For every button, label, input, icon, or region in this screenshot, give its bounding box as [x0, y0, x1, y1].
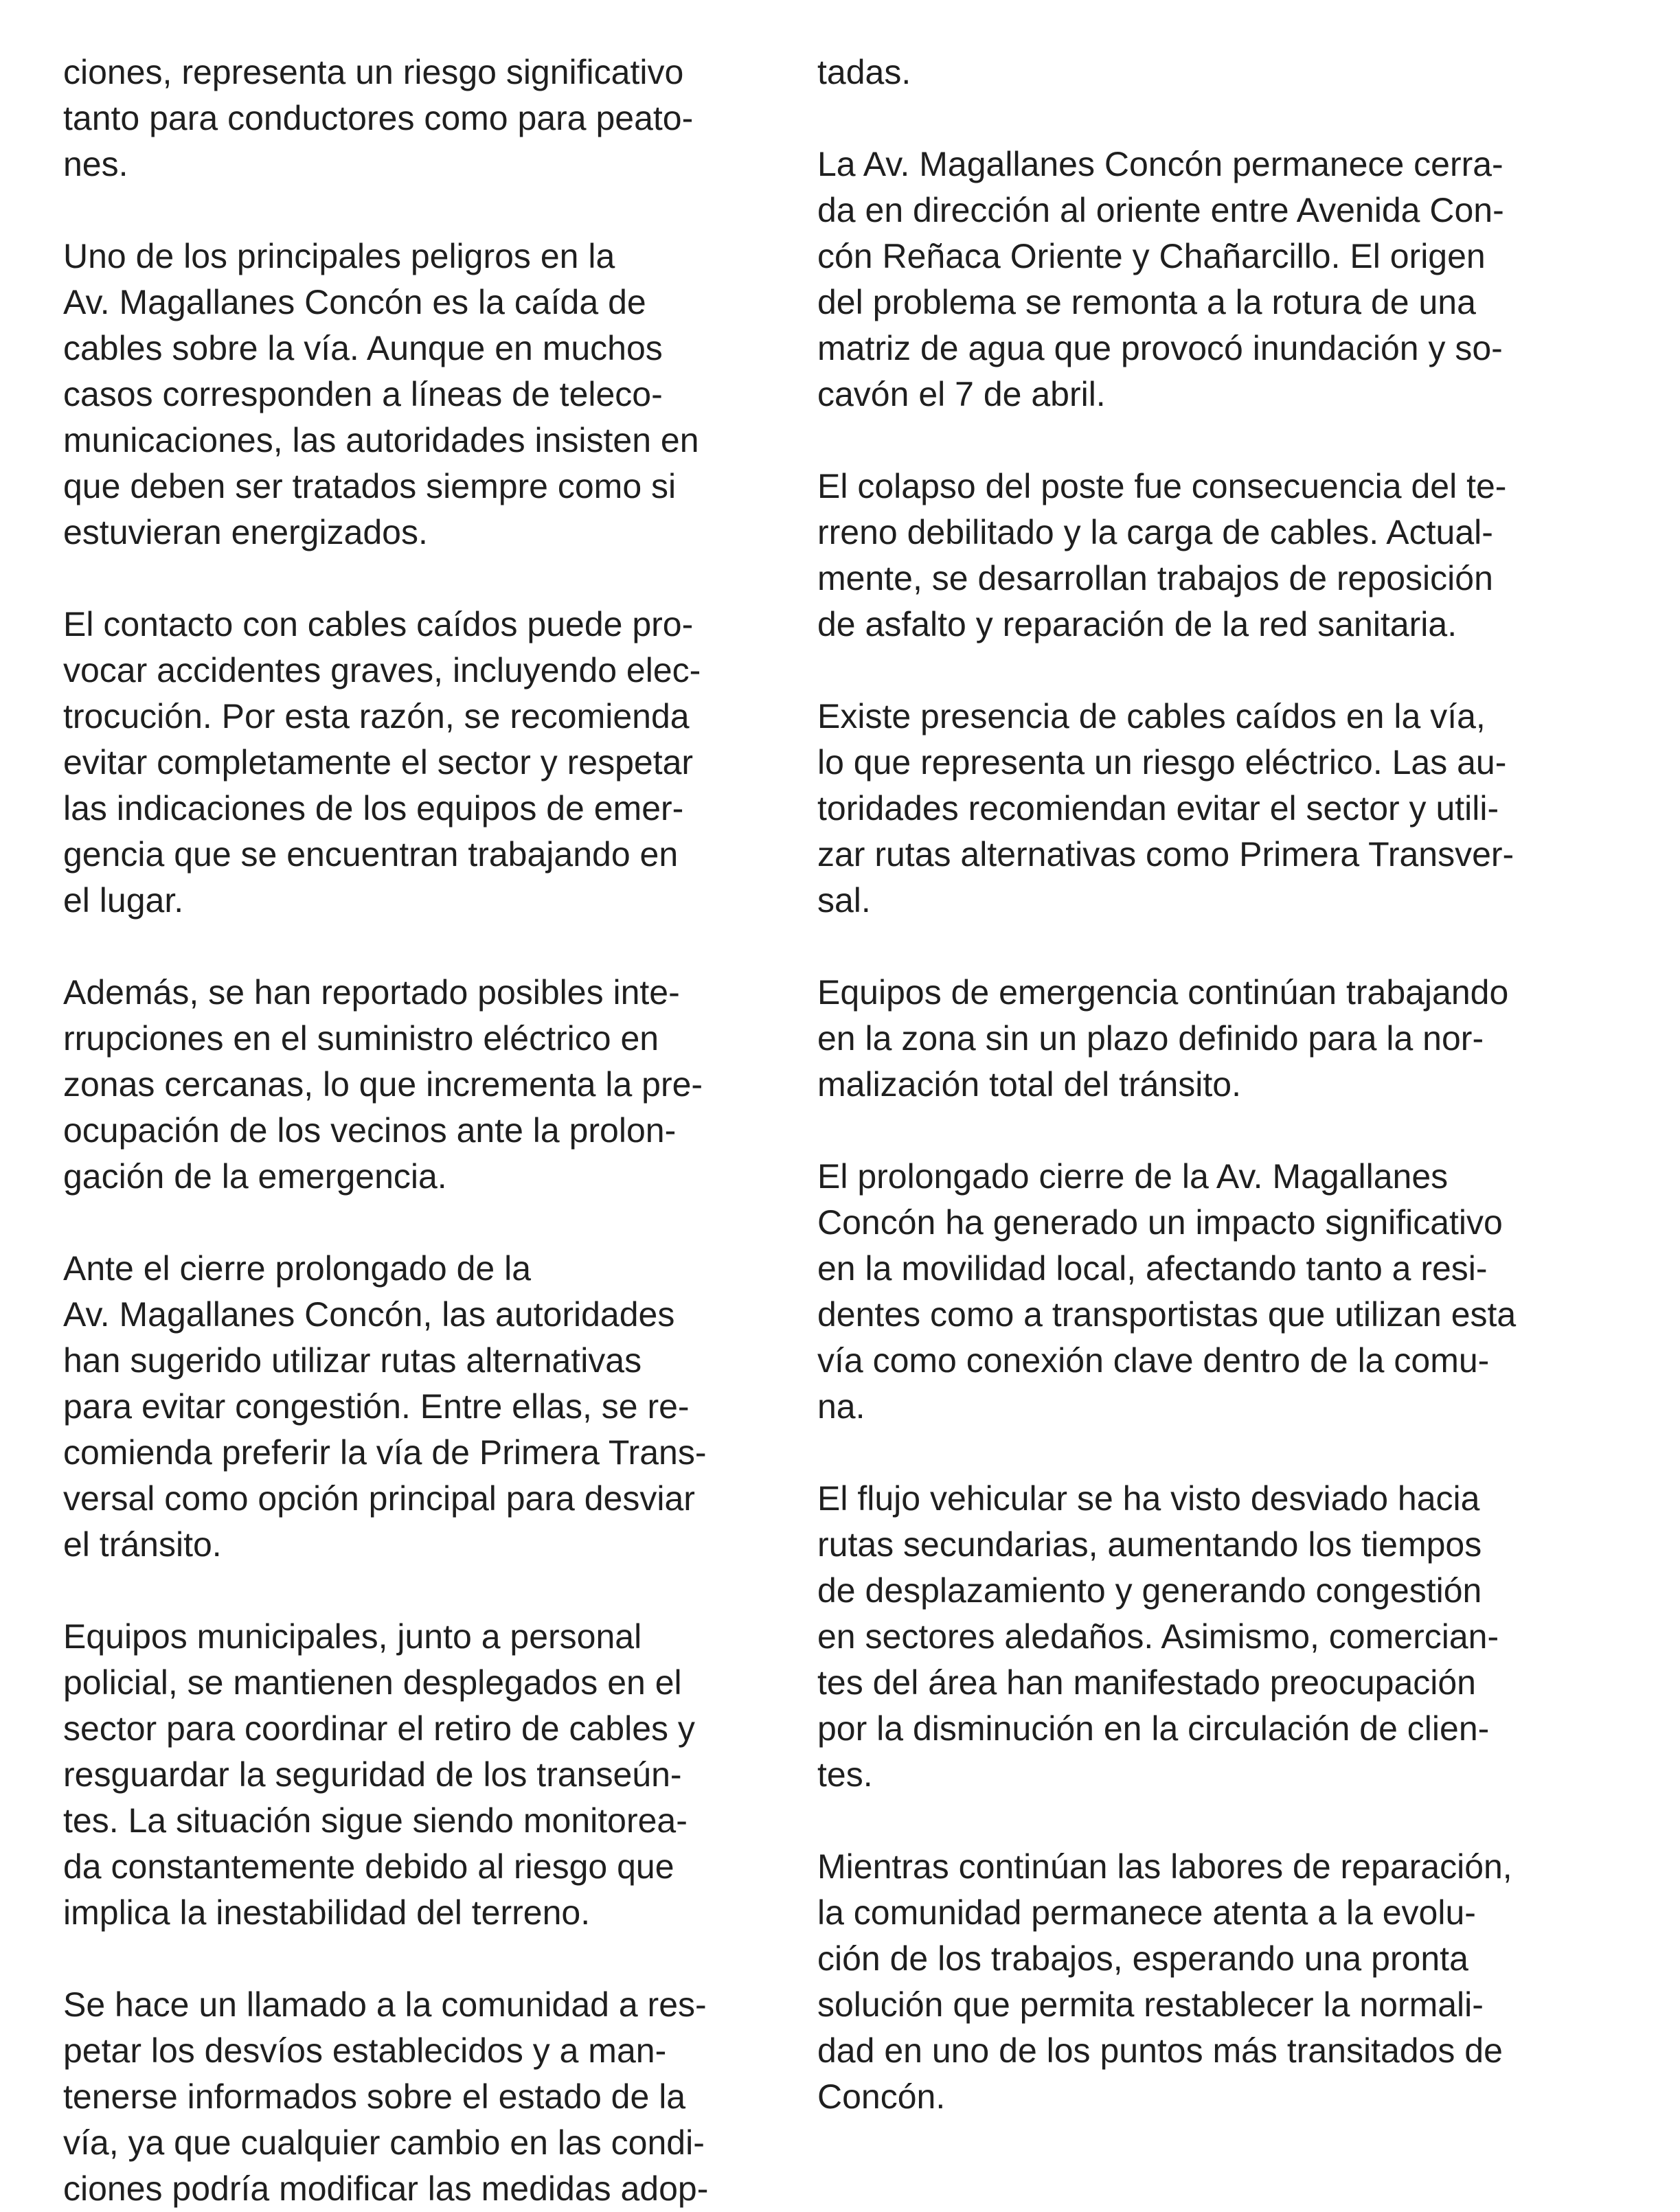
- text-line: cables sobre la vía. Aunque en muchos: [63, 329, 663, 367]
- text-line: municaciones, las autoridades insisten en: [63, 421, 699, 459]
- paragraph-gap: [63, 924, 750, 970]
- text-line: tes. La situación sigue siendo monitorea-: [63, 1801, 688, 1840]
- text-line: na.: [817, 1387, 865, 1426]
- text-line: rreno debilitado y la carga de cables. Actual-: [817, 513, 1493, 551]
- text-line: vía, ya que cualquier cambio en las condi-: [63, 2123, 705, 2162]
- text-line: Equipos municipales, junto a personal: [63, 1617, 642, 1656]
- paragraph-gap: [817, 1108, 1559, 1154]
- text-line: Mientras continúan las labores de reparación,: [817, 1847, 1512, 1886]
- text-line: Se hace un llamado a la comunidad a res-: [63, 1985, 707, 2024]
- text-line: en la zona sin un plazo definido para la nor-: [817, 1019, 1484, 1058]
- text-line: dad en uno de los puntos más transitados de: [817, 2031, 1503, 2070]
- paragraph-gap: [817, 1798, 1559, 1844]
- text-line: para evitar congestión. Entre ellas, se re-: [63, 1387, 690, 1426]
- text-line: rrupciones en el suministro eléctrico en: [63, 1019, 659, 1058]
- text-line: el tránsito.: [63, 1525, 222, 1564]
- text-line: Uno de los principales peligros en la: [63, 237, 615, 275]
- text-line: la comunidad permanece atenta a la evolu-: [817, 1893, 1476, 1932]
- text-line: vía como conexión clave dentro de la comu-: [817, 1341, 1490, 1380]
- text-line: sal.: [817, 881, 871, 920]
- text-line: matriz de agua que provocó inundación y so-: [817, 329, 1503, 367]
- text-line: en sectores aledaños. Asimismo, comercian-: [817, 1617, 1499, 1656]
- text-line: trocución. Por esta razón, se recomienda: [63, 697, 690, 736]
- text-line: de desplazamiento y generando congestión: [817, 1571, 1482, 1610]
- text-line: por la disminución en la circulación de clien-: [817, 1709, 1490, 1748]
- right-column: [817, 49, 1559, 2120]
- text-line: en la movilidad local, afectando tanto a resi-: [817, 1249, 1488, 1288]
- text-line: Concón.: [817, 2077, 946, 2116]
- text-line: nes.: [63, 145, 128, 183]
- paragraph-gap: [63, 1568, 750, 1614]
- text-line: resguardar la seguridad de los transeún-: [63, 1755, 682, 1794]
- text-line: gencia que se encuentran trabajando en: [63, 835, 679, 874]
- text-line: Equipos de emergencia continúan trabajando: [817, 973, 1509, 1012]
- text-line: rutas secundarias, aumentando los tiempos: [817, 1525, 1482, 1564]
- text-line: Ante el cierre prolongado de la: [63, 1249, 532, 1288]
- text-line: cavón el 7 de abril.: [817, 375, 1106, 413]
- text-line: policial, se mantienen desplegados en el: [63, 1663, 682, 1702]
- text-line: Además, se han reportado posibles inte-: [63, 973, 680, 1012]
- text-line: El flujo vehicular se ha visto desviado hacia: [817, 1479, 1480, 1518]
- left-column: [63, 49, 750, 2212]
- text-line: da constantemente debido al riesgo que: [63, 1847, 674, 1886]
- paragraph-gap: [817, 648, 1559, 694]
- paragraph-gap: [63, 556, 750, 602]
- text-line: da en dirección al oriente entre Avenida Con-: [817, 191, 1504, 229]
- text-line: gación de la emergencia.: [63, 1157, 447, 1196]
- text-line: cón Reñaca Oriente y Chañarcillo. El origen: [817, 237, 1486, 275]
- text-line: sector para coordinar el retiro de cables y: [63, 1709, 695, 1748]
- text-line: Av. Magallanes Concón, las autoridades: [63, 1295, 675, 1334]
- text-line: toridades recomiendan evitar el sector y utili-: [817, 789, 1499, 828]
- text-line: comienda preferir la vía de Primera Trans-: [63, 1433, 707, 1472]
- text-line: de asfalto y reparación de la red sanitaria.: [817, 605, 1457, 643]
- paragraph-gap: [63, 1200, 750, 1246]
- text-line: Av. Magallanes Concón es la caída de: [63, 283, 646, 321]
- text-line: el lugar.: [63, 881, 184, 920]
- text-line: mente, se desarrollan trabajos de reposición: [817, 559, 1493, 597]
- paragraph-gap: [63, 187, 750, 233]
- paragraph-gap: [817, 924, 1559, 970]
- text-line: las indicaciones de los equipos de emer-: [63, 789, 684, 828]
- text-line: Existe presencia de cables caídos en la vía,: [817, 697, 1486, 736]
- text-line: malización total del tránsito.: [817, 1065, 1241, 1104]
- text-line: tes.: [817, 1755, 873, 1794]
- text-line: evitar completamente el sector y respetar: [63, 743, 694, 782]
- text-line: ciones, representa un riesgo significativo: [63, 53, 684, 91]
- text-line: han sugerido utilizar rutas alternativas: [63, 1341, 642, 1380]
- text-line: zar rutas alternativas como Primera Transver-: [817, 835, 1514, 874]
- paragraph-gap: [63, 1936, 750, 1982]
- text-line: tes del área han manifestado preocupación: [817, 1663, 1476, 1702]
- text-line: La Av. Magallanes Concón permanece cerra-: [817, 145, 1503, 183]
- text-line: estuvieran energizados.: [63, 513, 428, 551]
- paragraph-gap: [817, 1430, 1559, 1476]
- paragraph-gap: [817, 95, 1559, 141]
- text-line: lo que representa un riesgo eléctrico. Las au-: [817, 743, 1507, 782]
- text-line: tanto para conductores como para peato-: [63, 99, 694, 137]
- text-line: tadas.: [817, 53, 911, 91]
- text-line: ción de los trabajos, esperando una pronta: [817, 1939, 1468, 1978]
- text-line: solución que permita restablecer la normali-: [817, 1985, 1484, 2024]
- text-line: El colapso del poste fue consecuencia del te-: [817, 467, 1507, 505]
- text-line: versal como opción principal para desviar: [63, 1479, 695, 1518]
- text-line: dentes como a transportistas que utilizan esta: [817, 1295, 1517, 1334]
- text-line: implica la inestabilidad del terreno.: [63, 1893, 591, 1932]
- text-line: que deben ser tratados siempre como si: [63, 467, 677, 505]
- text-line: casos corresponden a líneas de teleco-: [63, 375, 663, 413]
- text-line: zonas cercanas, lo que incrementa la pre-: [63, 1065, 703, 1104]
- text-line: ciones podría modificar las medidas adop-: [63, 2169, 709, 2208]
- text-line: vocar accidentes graves, incluyendo elec-: [63, 651, 701, 689]
- text-line: ocupación de los vecinos ante la prolon-: [63, 1111, 677, 1150]
- text-line: El prolongado cierre de la Av. Magallanes: [817, 1157, 1449, 1196]
- text-line: petar los desvíos establecidos y a man-: [63, 2031, 667, 2070]
- text-line: del problema se remonta a la rotura de una: [817, 283, 1476, 321]
- text-line: Concón ha generado un impacto significativo: [817, 1203, 1503, 1242]
- text-line: tenerse informados sobre el estado de la: [63, 2077, 686, 2116]
- paragraph-gap: [817, 418, 1559, 464]
- text-line: El contacto con cables caídos puede pro-: [63, 605, 694, 643]
